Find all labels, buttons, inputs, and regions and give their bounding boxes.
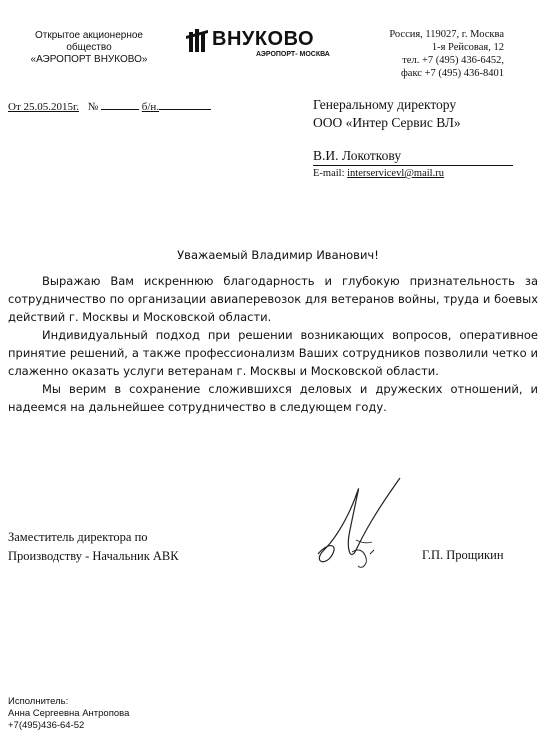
letter-greeting: Уважаемый Владимир Иванович! [177,248,379,262]
executor-label: Исполнитель: [8,696,69,707]
vnukovo-logo [186,26,336,66]
org-line-3: «АЭРОПОРТ ВНУКОВО» [30,54,148,65]
airplane-emblem-icon [186,26,214,56]
reference-line [8,100,211,113]
address-line-1: Россия, 119027, г. Москва [389,29,504,40]
sender-address [389,28,504,80]
recipient-block [313,96,461,132]
org-line-2: общество [66,42,112,53]
paragraph-3: Мы верим в сохранение сложившихся деловых и дружеских отношений, и надеемся на дальнейшее сотрудничество в следующем году. [8,382,538,414]
recipient-company: ООО «Интер Сервис ВЛ» [313,115,461,130]
paragraph-1: Выражаю Вам искреннюю благодарность и глубокую признательность за сотрудничество по организации авиаперевозок для ветеранов войны, труда и боевых действий г. Москвы и Московской области. [8,274,538,324]
address-fax: факс +7 (495) 436-8401 [400,68,504,79]
email-link[interactable]: interservicevl@mail.ru [347,168,444,179]
letter-body [8,272,538,416]
logo-wordmark: ВНУКОВО [212,28,315,50]
org-line-1: Открытое акционерное [35,30,143,41]
number-suffix: б/н. [141,101,160,113]
signatory-name: Г.П. Прощикин [422,548,504,562]
address-phone: тел. +7 (495) 436-6452, [402,55,504,66]
sender-organization [4,30,174,66]
paragraph-2: Индивидуальный подход при решении возникающих вопросов, оперативное принятие решений, а также профессионализм Ваших сотрудников позволили четко и слаженно оказать услуги ветеранам г. Москвы и Московской области. [8,328,538,378]
recipient-position: Генеральному директору [313,97,457,112]
letter-date: От 25.05.2015г. [8,101,80,113]
signatory-title [8,528,179,566]
executor-name: Анна Сергеевна Антропова [8,708,130,719]
recipient-name: В.И. Локоткову [313,148,513,166]
address-line-2: 1-я Рейсовая, 12 [431,42,504,53]
number-sign: № [87,101,99,113]
logo-subtitle: АЭРОПОРТ- МОСКВА [256,51,330,58]
executor-phone: +7(495)436-64-52 [8,720,85,731]
number-blank [101,100,139,110]
number-trailing-blank [159,100,211,110]
signatory-title-line-2: Производству - Начальник АВК [8,549,179,563]
executor-block [8,696,129,732]
email-label: E-mail: [313,168,345,179]
recipient-email-line [313,168,444,179]
signatory-title-line-1: Заместитель директора по [8,530,148,544]
handwritten-signature-icon [300,470,410,580]
